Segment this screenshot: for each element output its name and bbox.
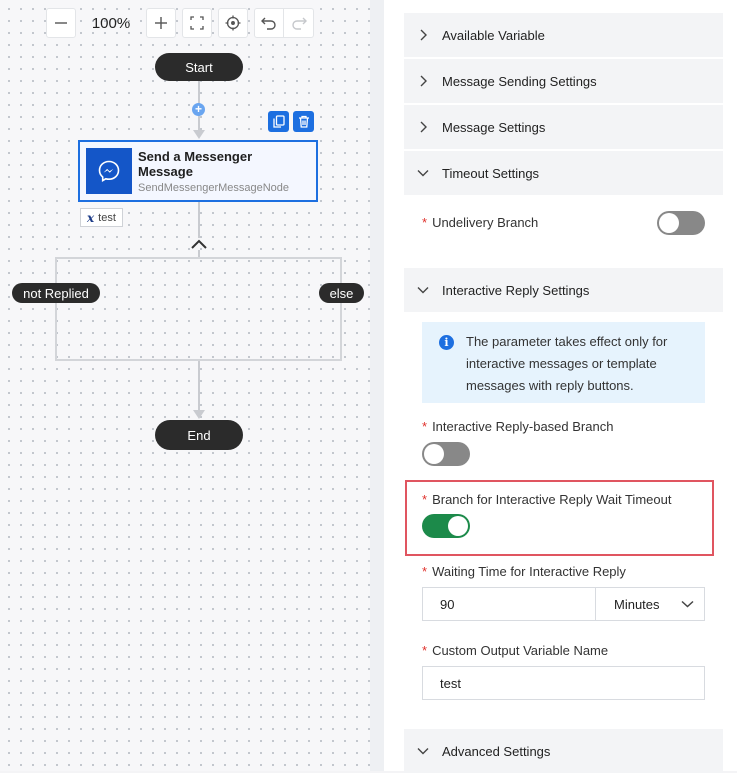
zoom-in-button[interactable] — [146, 8, 176, 38]
branch-not-replied[interactable] — [12, 283, 100, 303]
interactive-reply-branch-switch[interactable] — [422, 442, 470, 466]
interactive-reply-branch-label: * Interactive Reply-based Branch — [422, 419, 614, 434]
locate-button[interactable] — [218, 8, 248, 38]
section-title: Message Sending Settings — [442, 73, 597, 89]
chevron-down-icon — [681, 600, 694, 608]
section-message-settings[interactable] — [404, 105, 723, 149]
section-timeout-settings[interactable] — [404, 151, 723, 195]
output-variable-value: test — [440, 675, 461, 691]
variable-tag[interactable] — [80, 208, 123, 227]
chevron-right-icon — [419, 75, 427, 87]
redo-button[interactable] — [284, 8, 314, 38]
send-messenger-node[interactable] — [78, 140, 318, 202]
zoom-out-button[interactable] — [46, 8, 76, 38]
zoom-level: 100% — [91, 14, 131, 32]
branch-else-label: else — [329, 285, 354, 301]
undelivery-branch-label: * Undelivery Branch — [422, 215, 539, 230]
fit-screen-icon — [190, 16, 204, 30]
start-label: Start — [185, 59, 213, 75]
branch-else[interactable] — [319, 283, 364, 303]
branch-not-replied-label: not Replied — [23, 285, 89, 301]
copy-node-button[interactable] — [268, 111, 289, 132]
copy-icon — [273, 115, 285, 128]
variable-name: test — [98, 211, 116, 224]
time-unit-select[interactable] — [595, 587, 705, 621]
node-text — [138, 142, 289, 194]
section-advanced-settings[interactable] — [404, 729, 723, 773]
section-title: Timeout Settings — [442, 165, 540, 181]
output-variable-label: * Custom Output Variable Name — [422, 643, 609, 658]
node-subtitle: SendMessengerMessageNode — [138, 182, 290, 194]
chevron-down-icon — [417, 747, 429, 755]
section-title: Available Variable — [442, 27, 545, 43]
edge-node-branch — [198, 202, 200, 238]
history-group — [254, 8, 314, 38]
minus-icon — [54, 16, 68, 30]
undelivery-branch-switch[interactable] — [657, 211, 705, 235]
end-node[interactable] — [155, 420, 243, 450]
info-text: The parameter takes effect only for interactive messages or template messages with reply buttons. — [466, 334, 668, 393]
panel-divider[interactable] — [370, 0, 384, 771]
wait-timeout-branch-label: * Branch for Interactive Reply Wait Timeout — [422, 492, 672, 507]
node-actions — [268, 111, 314, 132]
chevron-right-icon — [419, 121, 427, 133]
section-interactive-reply-settings[interactable] — [404, 268, 723, 312]
node-title: Send a Messenger Message — [138, 149, 253, 179]
branch-container — [55, 257, 342, 361]
section-available-variable[interactable] — [404, 13, 723, 57]
trash-icon — [298, 115, 310, 128]
redo-icon — [291, 16, 307, 30]
waiting-time-label: * Waiting Time for Interactive Reply — [422, 564, 626, 579]
variable-icon: x — [87, 210, 95, 225]
section-message-sending-settings[interactable] — [404, 59, 723, 103]
arrow-end-icon — [193, 410, 205, 419]
fit-screen-button[interactable] — [182, 8, 212, 38]
chevron-down-icon — [417, 286, 429, 294]
start-node[interactable] — [155, 53, 243, 81]
info-notice — [422, 322, 705, 403]
section-title: Message Settings — [442, 119, 546, 135]
canvas-toolbar — [46, 8, 314, 38]
section-title: Interactive Reply Settings — [442, 282, 590, 298]
edge-end — [198, 361, 200, 411]
messenger-icon — [86, 148, 132, 194]
undo-icon — [261, 16, 277, 30]
wait-timeout-branch-switch[interactable] — [422, 514, 470, 538]
collapse-branch-icon[interactable] — [190, 238, 208, 250]
section-title: Advanced Settings — [442, 743, 551, 759]
add-node-icon[interactable]: + — [192, 103, 205, 116]
info-icon: i — [439, 335, 454, 350]
waiting-time-input[interactable] — [422, 587, 596, 621]
arrow-icon — [193, 130, 205, 139]
end-label: End — [187, 427, 211, 443]
undo-button[interactable] — [254, 8, 284, 38]
delete-node-button[interactable] — [293, 111, 314, 132]
chevron-down-icon — [417, 169, 429, 177]
crosshair-icon — [225, 15, 241, 31]
chevron-right-icon — [419, 29, 427, 41]
plus-icon — [154, 16, 168, 30]
time-unit-value: Minutes — [614, 596, 660, 612]
waiting-time-value: 90 — [440, 596, 455, 612]
output-variable-input[interactable] — [422, 666, 705, 700]
